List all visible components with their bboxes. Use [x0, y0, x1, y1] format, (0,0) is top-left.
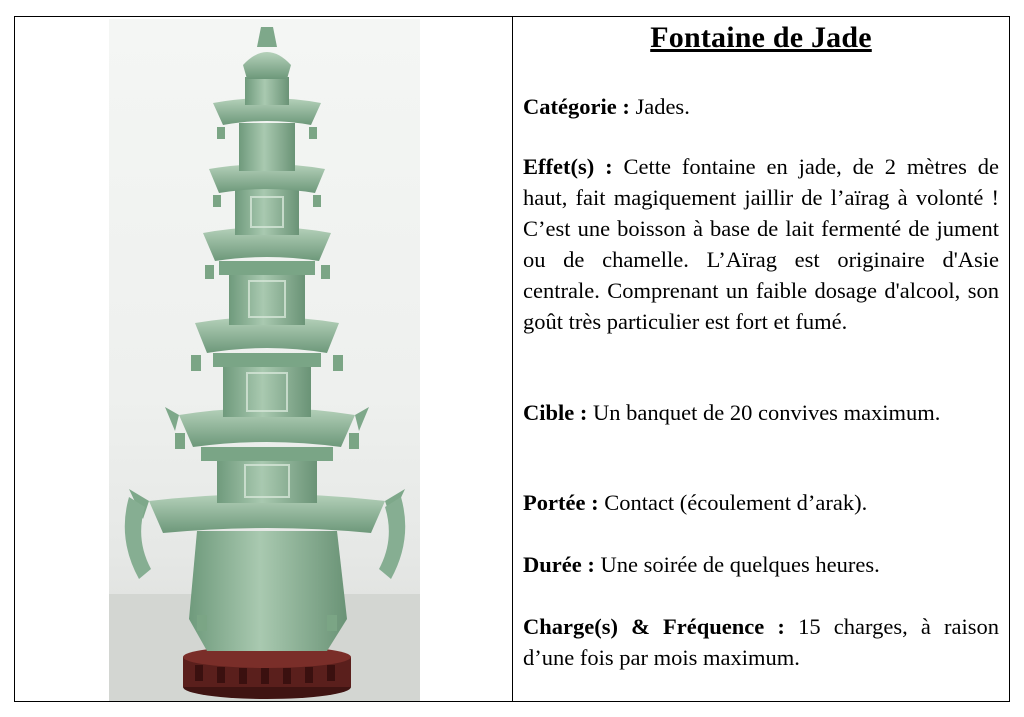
- item-title: Fontaine de Jade: [650, 21, 872, 54]
- description-panel: [513, 17, 1009, 701]
- field-label: Charge(s) & Fréquence :: [523, 614, 785, 639]
- field-label: Portée :: [523, 490, 599, 515]
- field-label: Durée :: [523, 552, 595, 577]
- item-card: [14, 16, 1010, 702]
- field-effets: [523, 151, 999, 337]
- field-duree: [523, 549, 999, 580]
- field-value: Cette fontaine en jade, de 2 mètres de haut, fait magiquement jaillir de l’aïrag à volonté ! C’est une boisson à base de lait fermenté de jument ou de chamelle. L’Aïrag est originaire d'Asie centrale. Comprenant un faible dosage d'alcool, son goût très particulier est fort et fumé.: [523, 154, 999, 334]
- jade-fountain-image: [109, 19, 420, 701]
- field-value: 15 charges, à raison d’une fois par mois maximum.: [523, 614, 1000, 670]
- field-value: Contact (écoulement d’arak).: [604, 490, 868, 515]
- field-charges: [523, 611, 999, 673]
- field-value: Jades.: [635, 94, 690, 119]
- field-value: Un banquet de 20 convives maximum.: [593, 400, 941, 425]
- field-label: Cible :: [523, 400, 588, 425]
- field-label: Effet(s) :: [523, 154, 613, 179]
- field-portee: [523, 487, 999, 518]
- image-panel: [15, 17, 513, 701]
- field-cible: [523, 397, 999, 428]
- field-categorie: [523, 91, 999, 122]
- field-label: Catégorie :: [523, 94, 630, 119]
- field-value: Une soirée de quelques heures.: [600, 552, 880, 577]
